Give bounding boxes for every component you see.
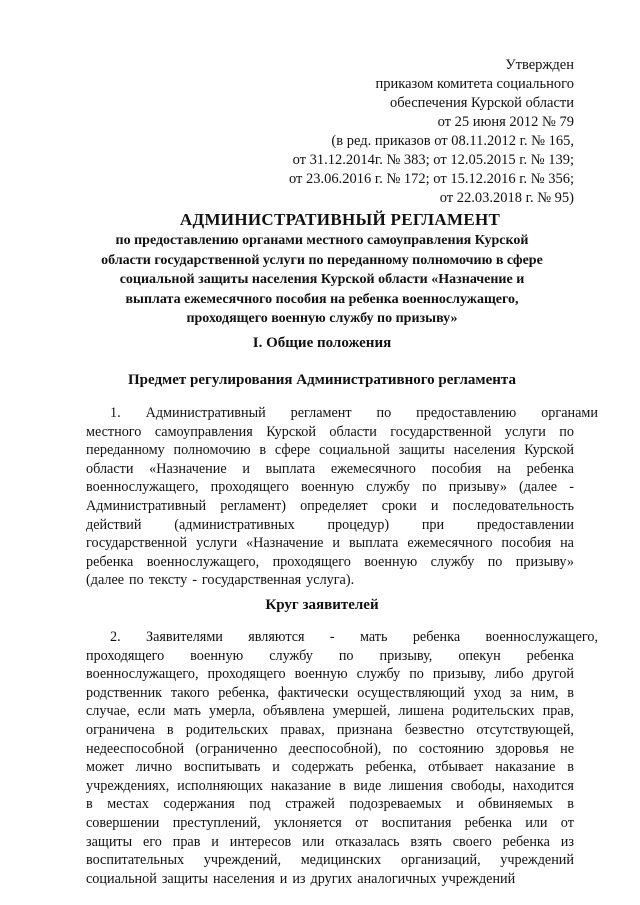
subtitle-line: выплата ежемесячного пособия на ребенка военнослужащего,	[125, 291, 519, 307]
approval-line: от 23.06.2016 г. № 172; от 15.12.2016 г. № 356;	[288, 171, 574, 187]
approval-line: от 25 июня 2012 № 79	[437, 114, 574, 130]
paragraph-line: совершении преступлений, уклоняется от воспитания ребенка или от	[86, 814, 574, 831]
paragraph-line: действий (административных процедур) при предоставлении	[86, 516, 574, 533]
paragraph-line: области «Назначение и выплата ежемесячного пособия на ребенка	[86, 460, 574, 477]
section-heading-general: I. Общие положения	[252, 335, 392, 351]
subtitle-line: области государственной услуги по переданному полномочию в сфере	[101, 252, 543, 268]
paragraph-2	[86, 628, 598, 888]
document-title-block	[64, 210, 580, 329]
paragraph-line: социальной защиты населения и из других аналогичных учреждений	[86, 870, 516, 887]
approval-line: (в ред. приказов от 08.11.2012 г. № 165,	[331, 133, 574, 149]
document-subtitle	[64, 231, 580, 329]
paragraph-line: (далее по тексту - государственная услуга).	[86, 572, 355, 589]
document-title: АДМИНИСТРАТИВНЫЙ РЕГЛАМЕНТ	[179, 210, 501, 229]
approval-line: от 22.03.2018 г. № 95)	[439, 190, 574, 206]
paragraph-line: 2. Заявителями являются - мать ребенка военнослужащего,	[110, 629, 598, 645]
paragraph-line: местного самоуправления Курской области государственной услуги по	[86, 423, 574, 440]
paragraph-line: Административный регламент) определяет сроки и последовательность	[86, 497, 574, 514]
approval-stamp	[289, 56, 574, 208]
paragraph-line: учреждениях, исполняющих наказание в виде лишения свободы, находится	[86, 777, 574, 794]
paragraph-line: ребенка военнослужащего, проходящего военную службу по призыву»	[86, 553, 574, 570]
approval-line: приказом комитета социального	[375, 76, 574, 92]
paragraph-line: недееспособной (ограниченно дееспособной), по состоянию здоровья не	[86, 740, 574, 757]
paragraph-line: переданному полномочию в сфере социальной защиты населения Курской	[86, 442, 574, 459]
paragraph-1	[86, 404, 598, 590]
approval-line: обеспечения Курской области	[390, 95, 574, 111]
paragraph-line: военнослужащего, проходящего военную службу по призыву, либо другой	[86, 666, 574, 683]
subtitle-line: проходящего военную службу по призыву»	[186, 311, 458, 326]
paragraph-line: государственной услуги «Назначение и выплата ежемесячного пособия на	[86, 535, 574, 552]
paragraph-line: родственник такого ребенка, фактически осуществляющий уход за ним, в	[86, 684, 574, 701]
subsection-heading-applicants: Круг заявителей	[265, 597, 379, 613]
paragraph-line: защиты его прав и интересов или отказалась взять своего ребенка из	[86, 833, 574, 850]
paragraph-line: в местах содержания под стражей подозреваемых и обвиняемых в	[86, 796, 574, 813]
paragraph-line: воспитательных учреждений, медицинских организаций, учреждений	[86, 852, 574, 869]
paragraph-line: военнослужащего, проходящего военную службу по призыву» (далее -	[86, 479, 574, 496]
approval-line: от 31.12.2014г. № 383; от 12.05.2015 г. № 139;	[292, 152, 574, 168]
paragraph-line: 1. Административный регламент по предоставлению органами	[110, 405, 598, 421]
approval-line: Утвержден	[505, 57, 574, 73]
paragraph-line: может лично воспитывать и содержать ребенка, отбывает наказание в	[86, 759, 574, 776]
paragraph-line: проходящего военную службу по призыву, опекун ребенка	[86, 647, 574, 664]
paragraph-line: ограничена в родительских правах, признана безвестно отсутствующей,	[86, 721, 574, 738]
subsection-heading-subject: Предмет регулирования Административного регламента	[128, 372, 516, 388]
subtitle-line: по предоставлению органами местного самоуправления Курской	[115, 233, 529, 248]
paragraph-line: случае, если мать умерла, объявлена умершей, лишена родительских прав,	[86, 703, 574, 720]
subtitle-line: социальной защиты населения Курской области «Назначение и	[119, 272, 525, 287]
